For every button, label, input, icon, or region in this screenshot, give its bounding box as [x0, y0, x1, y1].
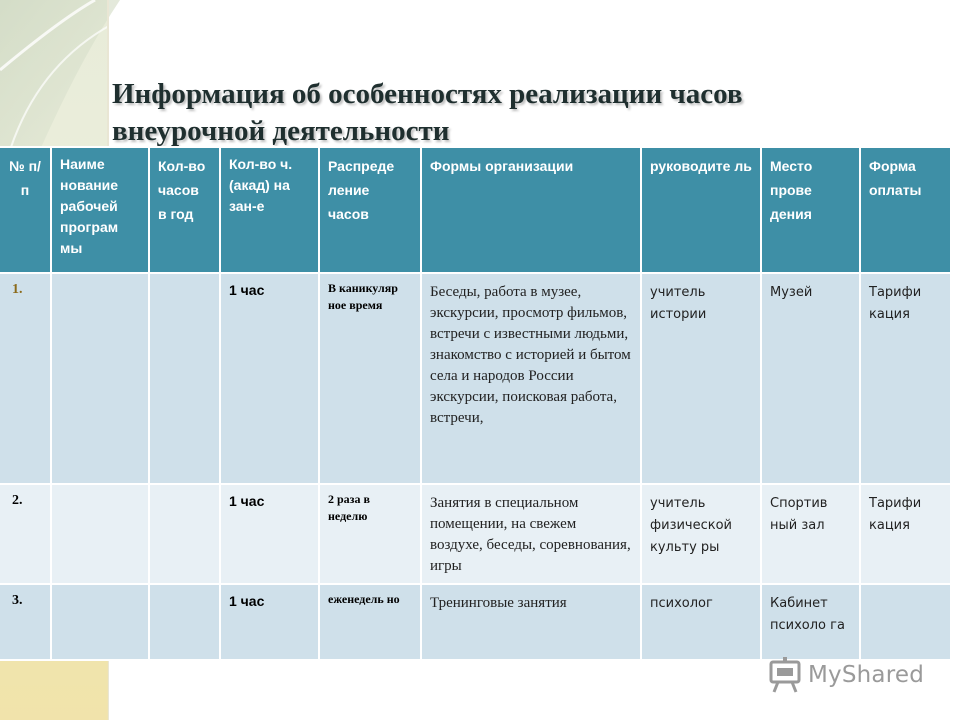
row-hours-year	[149, 484, 220, 584]
row-program	[51, 273, 149, 484]
slide-title: Информация об особенностях реализации часов внеурочной деятельности	[112, 78, 743, 147]
header-leader: руководите ль	[641, 147, 761, 273]
row-forms: Занятия в специальном помещении, на свежем воздухе, беседы, соревнования, игры	[421, 484, 641, 584]
row-leader: учитель истории	[641, 273, 761, 484]
header-number: № п/п	[0, 147, 51, 273]
row-number: 3.	[0, 584, 51, 660]
row-distribution: еженедель но	[319, 584, 421, 660]
header-program-name: Наиме нование рабочей програм мы	[51, 147, 149, 273]
info-table	[0, 146, 952, 661]
row-place: Спортив ный зал	[761, 484, 860, 584]
header-forms: Формы организации	[421, 147, 641, 273]
row-hours-per-session: 1 час	[220, 273, 319, 484]
row-program	[51, 484, 149, 584]
row-payment: Тарифи кация	[860, 484, 951, 584]
row-number: 2.	[0, 484, 51, 584]
row-forms: Тренинговые занятия	[421, 584, 641, 660]
row-hours-per-session: 1 час	[220, 484, 319, 584]
header-hours-per-year: Кол-во часов в год	[149, 147, 220, 273]
table-row	[0, 584, 951, 660]
row-distribution: В каникуляр ное время	[319, 273, 421, 484]
header-payment: Форма оплаты	[860, 147, 951, 273]
watermark-text: MyShared	[808, 662, 925, 688]
row-hours-year	[149, 584, 220, 660]
table-header-row	[0, 147, 951, 273]
row-place: Кабинет психоло га	[761, 584, 860, 660]
presentation-board-icon	[768, 656, 802, 694]
row-program	[51, 584, 149, 660]
row-hours-year	[149, 273, 220, 484]
table-row	[0, 484, 951, 584]
row-payment	[860, 584, 951, 660]
row-forms: Беседы, работа в музее, экскурсии, просмотр фильмов, встречи с известными людьми, знакомство с историей и бытом села и народов России экскурсии, поисковая работа, встречи,	[421, 273, 641, 484]
row-payment: Тарифи кация	[860, 273, 951, 484]
header-hours-per-session: Кол-во ч.(акад) на зан-е	[220, 147, 319, 273]
table-row	[0, 273, 951, 484]
row-leader: учитель физической культу ры	[641, 484, 761, 584]
row-leader: психолог	[641, 584, 761, 660]
row-number: 1.	[0, 273, 51, 484]
row-distribution: 2 раза в неделю	[319, 484, 421, 584]
header-hours-distribution: Распреде ление часов	[319, 147, 421, 273]
myshared-watermark	[768, 656, 938, 696]
row-place: Музей	[761, 273, 860, 484]
header-place: Место прове дения	[761, 147, 860, 273]
row-hours-per-session: 1 час	[220, 584, 319, 660]
